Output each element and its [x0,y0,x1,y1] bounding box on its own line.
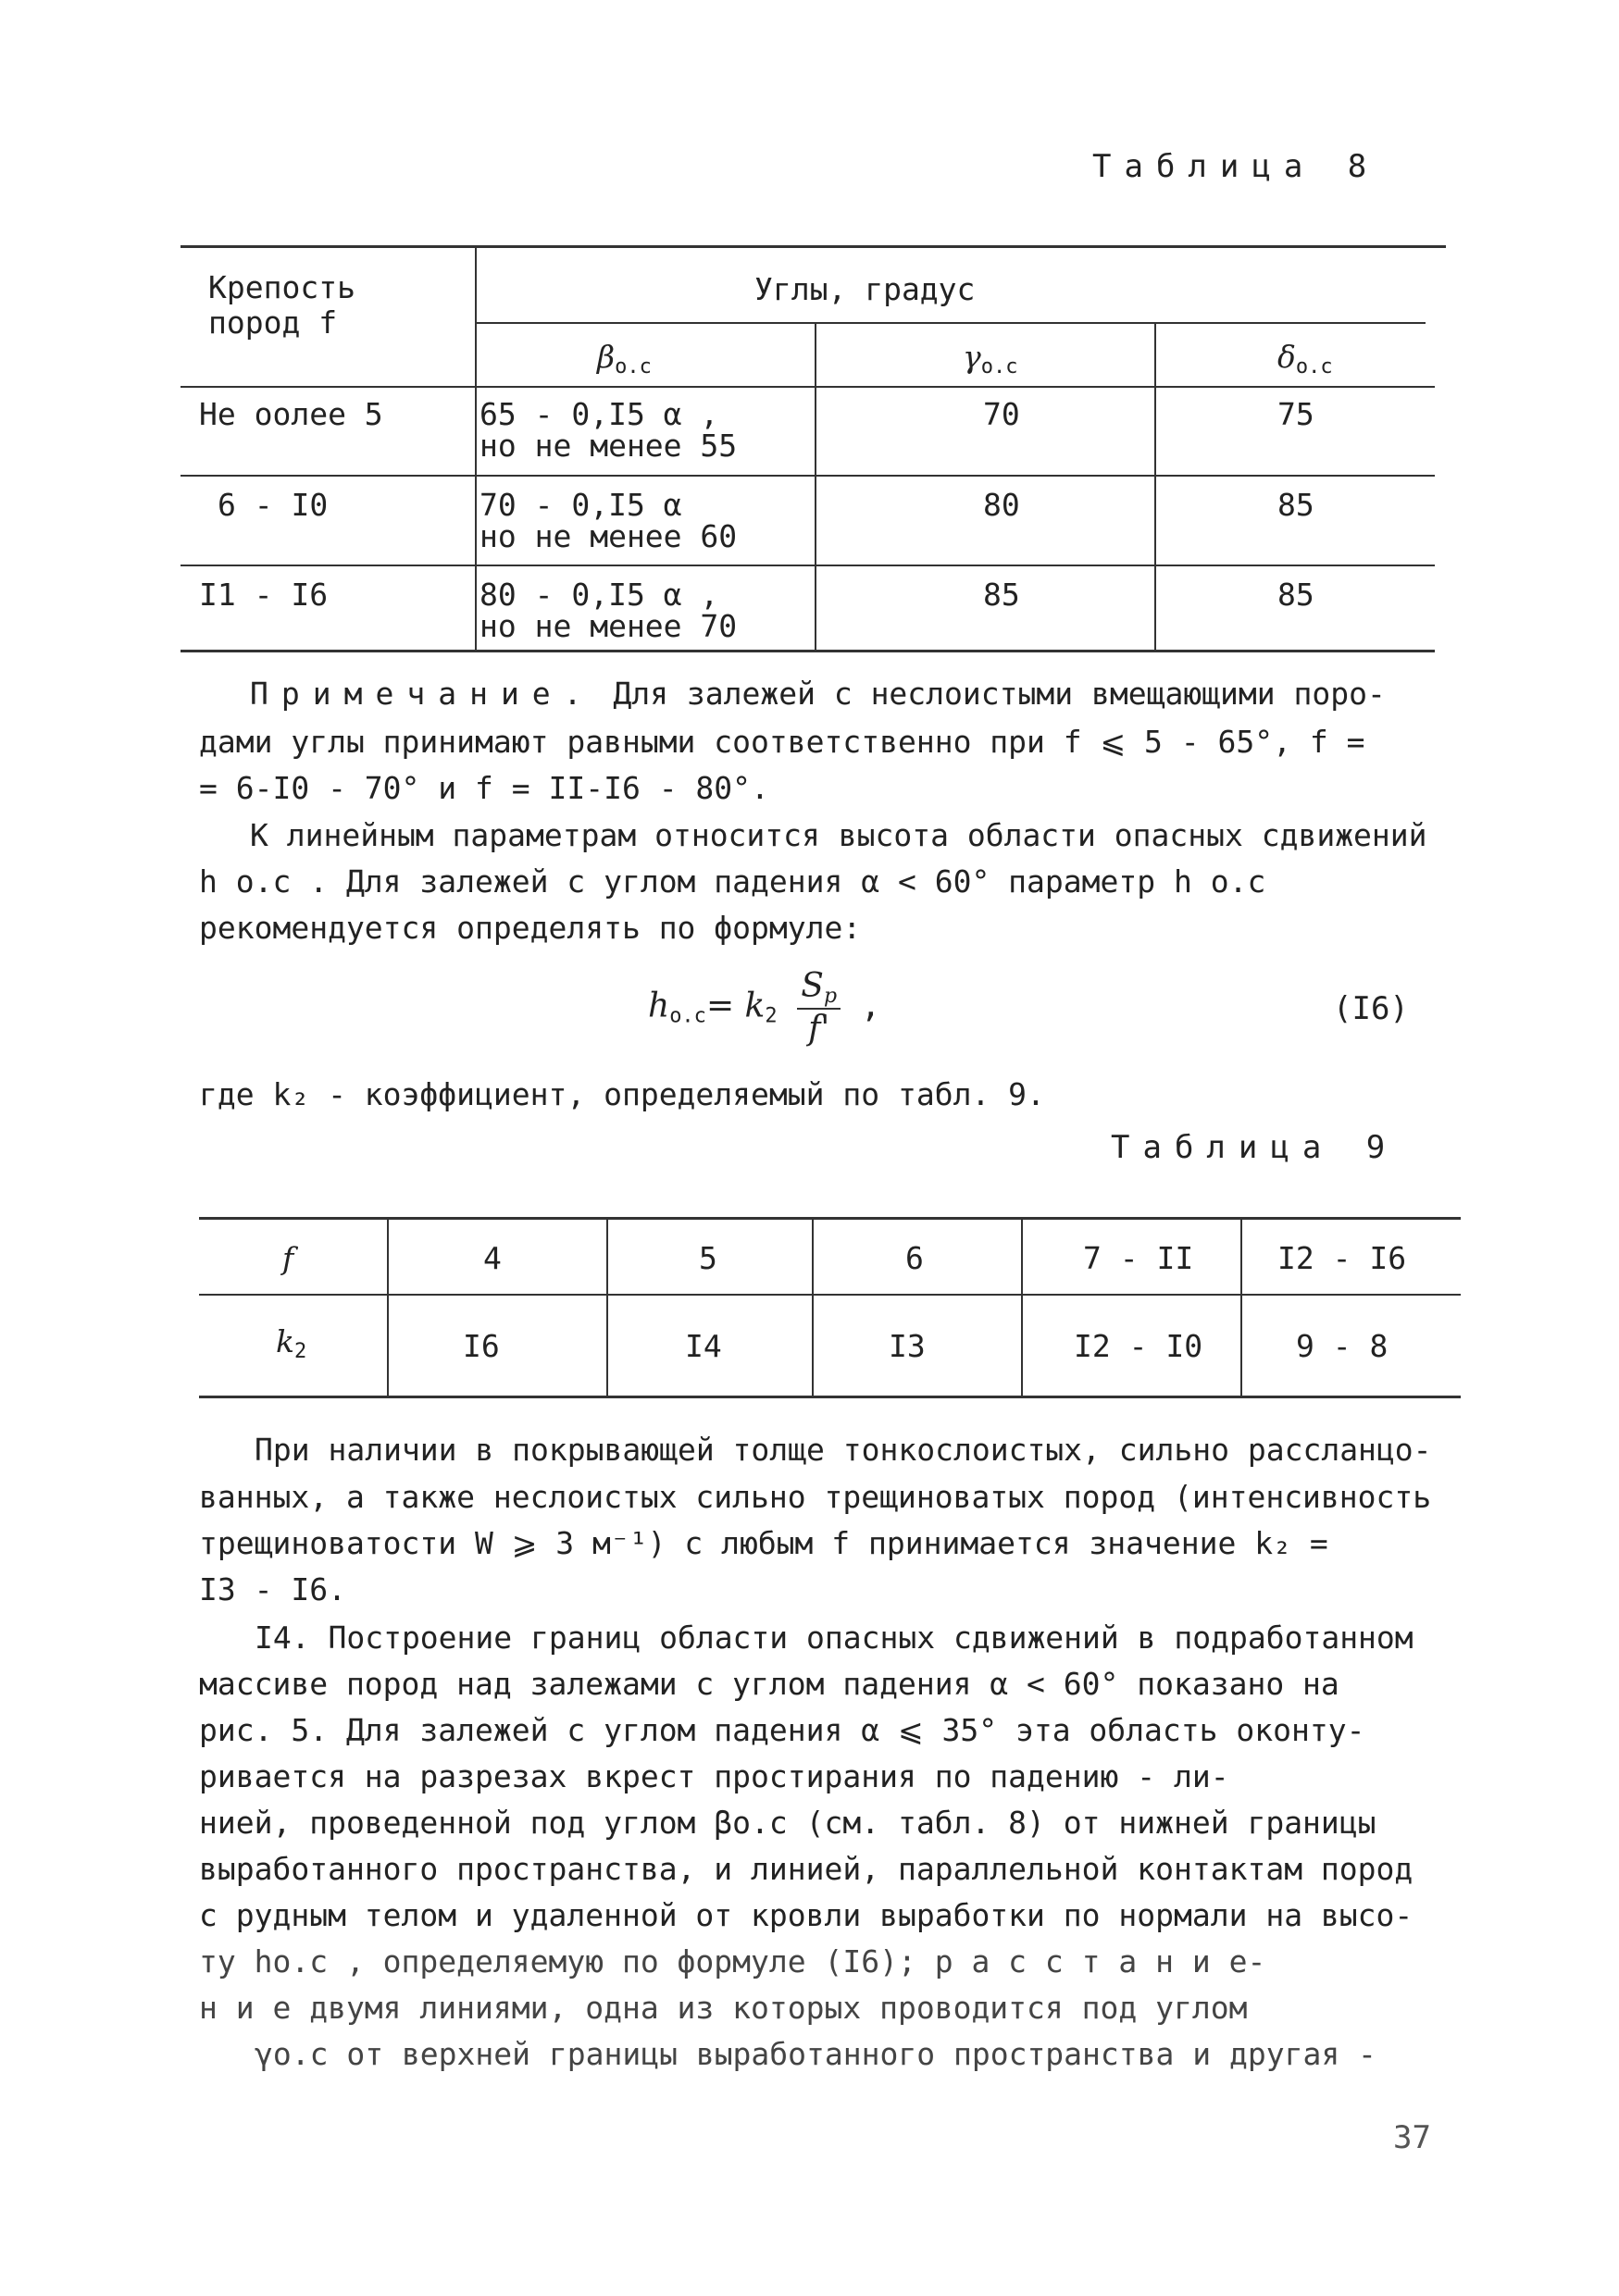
delta-symbol: δ [1277,339,1296,375]
table9-caption: Таблица 9 [1111,1129,1399,1166]
table9-cell: 9 - 8 [1296,1328,1389,1364]
formula-k-sub: 2 [765,1004,778,1028]
paragraph-line: ту hо.с , определяемую по формуле (I6); р а с с т а н и е- [199,1943,1266,1980]
where-line: где k₂ - коэффициент, определяемый по табл. 9. [199,1076,1045,1112]
table9-col-divider [606,1217,608,1397]
formula-lhs: h [648,987,670,1025]
paragraph-line: γо.с от верхней границы выработанного пространства и другая - [255,2036,1376,2072]
table8-row-beta: но не менее 55 [479,428,738,464]
paragraph-line: с рудным телом и удаленной от кровли выработки по нормали на высо- [199,1897,1414,1933]
table9-cell: I3 [889,1328,926,1364]
paragraph-line: I3 - I6. [199,1571,346,1607]
table8-col-divider [1154,322,1156,651]
table8-row-delta: 85 [1277,577,1314,613]
table9-cell: I6 [463,1328,500,1364]
note-line [250,676,1386,712]
formula-tail: , [860,987,881,1025]
formula-num-symbol: S [801,967,824,1005]
table9-head-cell: 7 - II [1083,1240,1194,1276]
table9-row-label [276,1323,306,1363]
paragraph-line: массиве пород над залежами с углом падения α < 60° показано на [199,1666,1339,1702]
delta-subscript: о.с [1295,355,1333,379]
table8-head-rule [181,386,1435,388]
beta-subscript: о.с [615,355,652,379]
formula-16 [648,967,880,1048]
table8-row-delta: 75 [1277,396,1314,432]
paragraph-line: h о.с . Для залежей с углом падения α < 60° параметр h о.с [199,863,1266,900]
k-symbol: k [276,1323,294,1359]
note-lead: Примечание. [250,676,595,712]
table8-row-rule [181,565,1435,566]
table9-col-divider [1240,1217,1242,1397]
table9-col-divider [387,1217,389,1397]
table8-row-gamma: 70 [983,396,1020,432]
table8-row-label: 6 - I0 [218,487,329,523]
table8-head-col1: Крепость пород f [208,269,355,341]
paragraph-line: рекомендуется определять по формуле: [199,910,862,946]
table8-top-rule [181,245,1446,248]
paragraph-line: н и е двумя линиями, одна из которых проводится под углом [199,1990,1248,2026]
paragraph-line: I4. Построение границ области опасных сдвижений в подработанном [255,1620,1414,1656]
table9-head-cell: 6 [905,1240,924,1276]
paragraph-line: ривается на разрезах вкрест простирания по падению - ли- [199,1758,1229,1794]
table8-caption: Таблица 8 [1092,148,1380,185]
table9-cell: I2 - I0 [1074,1328,1203,1364]
formula-fraction [797,967,841,1048]
formula-lhs-sub: о.с [669,1004,706,1028]
table8-row-rule [181,475,1435,477]
table8-row-gamma: 85 [983,577,1020,613]
formula-eq: = k [705,987,766,1025]
table8-row-gamma: 80 [983,487,1020,523]
k-subscript: 2 [294,1340,307,1363]
formula-number: (I6) [1333,990,1409,1027]
table8-head-group: Углы, градус [754,271,976,307]
table8-row-beta: 65 - 0,I5 α , [479,396,719,432]
formula-denominator: f' [808,1010,830,1048]
table8-row-beta: 80 - 0,I5 α , [479,577,719,613]
table8-bottom-rule [181,650,1435,652]
table9-col-divider [1021,1217,1023,1397]
page-number: 37 [1393,2119,1431,2156]
note-line: дами углы принимают равными соответственно при f ⩽ 5 - 65°, f = [199,724,1365,760]
table9-col-divider [812,1217,814,1397]
table8-col-divider [475,245,477,652]
table9-head-cell: 5 [699,1240,717,1276]
table8-head-delta [1277,339,1333,379]
table8-row-beta: но не менее 60 [479,518,738,554]
gamma-subscript: о.с [980,355,1018,379]
note-line: = 6-I0 - 70° и f = II-I6 - 80°. [199,770,769,806]
formula-num-sub: p [823,985,838,1008]
gamma-symbol: γ [963,339,981,375]
table8-head-beta [597,339,652,379]
paragraph-line: нией, проведенной под углом βо.с (см. табл. 8) от нижней границы [199,1805,1376,1841]
table8-row-delta: 85 [1277,487,1314,523]
paragraph-line: К линейным параметрам относится высота области опасных сдвижений [250,817,1427,853]
paragraph-line: ванных, а также неслоистых сильно трещиноватых пород (интенсивность [199,1479,1432,1515]
table8-row-beta: 70 - 0,I5 α [479,487,682,523]
table9-cell: I4 [685,1328,722,1364]
table8-row-beta: но не менее 70 [479,608,738,644]
table8-row-label: Не оолее 5 [199,396,383,432]
formula-numerator [797,967,841,1010]
table8-col-divider [815,322,816,651]
note-text: Для залежей с неслоистыми вмещающими поро- [613,676,1386,712]
paragraph-line: трещиноватости W ⩾ 3 м⁻¹) с любым f принимается значение k₂ = [199,1525,1328,1561]
paragraph-line: выработанного пространства, и линией, параллельной контактам пород [199,1851,1414,1887]
table9-head-f: f [282,1240,294,1276]
beta-symbol: β [597,339,616,375]
table9-head-cell: 4 [483,1240,502,1276]
table8-head-gamma [963,339,1017,379]
table8-subhead-rule [477,322,1426,324]
paragraph-line: рис. 5. Для залежей с углом падения α ⩽ 35° эта область оконту- [199,1712,1365,1748]
paragraph-line: При наличии в покрывающей толще тонкослоистых, сильно рассланцо- [255,1432,1432,1468]
table9-head-cell: I2 - I6 [1277,1240,1407,1276]
table8-row-label: I1 - I6 [199,577,329,613]
